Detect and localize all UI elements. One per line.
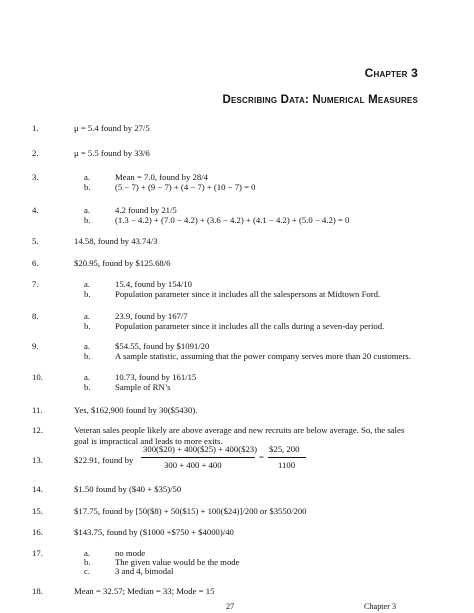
answer-number: 17.: [32, 548, 43, 558]
answer-number: 2.: [32, 148, 39, 158]
answer-number: 13.: [32, 455, 43, 465]
part-text: no mode: [115, 548, 146, 558]
answer-number: 4.: [32, 205, 39, 215]
part-text: (1.3 − 4.2) + (7.0 − 4.2) + (3.6 − 4.2) + (4.1 − 4.2) + (5.0 − 4.2) = 0: [115, 215, 350, 225]
answer-number: 11.: [32, 405, 43, 415]
answer-text: Veteran sales people likely are above average and new recruits are below average. So, the sales goal is impractical and leads to more exits.: [74, 425, 405, 446]
section-title: Describing Data: Numerical Measures: [222, 94, 418, 106]
part-label: b.: [84, 182, 91, 192]
answer-text: $17.75, found by [50($8) + 50($15) + 100($24)]/200 or $3550/200: [74, 506, 307, 516]
part-text: 10.73, found by 161/15: [115, 372, 197, 382]
answer-number: 8.: [32, 311, 39, 321]
answer-number: 7.: [32, 279, 39, 289]
part-label: a.: [84, 279, 91, 289]
result-fraction-bar: [268, 457, 306, 458]
answer-text: $20.95, found by $125.68/6: [74, 258, 171, 268]
result-denominator: 1100: [278, 460, 296, 470]
part-label: b.: [84, 557, 91, 567]
result-numerator: $25, 200: [269, 444, 300, 454]
answer-number: 12.: [32, 425, 43, 435]
chapter-title: Chapter 3: [364, 66, 418, 80]
answer-text: μ = 5.5 found by 33/6: [74, 148, 150, 158]
part-text: 4.2 found by 21/5: [115, 205, 177, 215]
part-label: a.: [84, 311, 91, 321]
answer-number: 6.: [32, 258, 39, 268]
part-text: Mean = 7.0, found by 28/4: [115, 172, 208, 182]
page-number: 27: [226, 602, 235, 611]
answer-number: 3.: [32, 172, 39, 182]
part-label: b.: [84, 382, 91, 392]
answer-number: 15.: [32, 506, 43, 516]
part-label: b.: [84, 351, 91, 361]
part-text: 15.4, found by 154/10: [115, 279, 192, 289]
equals-sign: =: [259, 452, 264, 462]
footer-chapter: Chapter 3: [364, 602, 397, 611]
part-text: 3 and 4, bimodal: [115, 566, 174, 576]
part-label: a.: [84, 548, 91, 558]
answer-text: $22.91, found by: [74, 455, 134, 465]
answer-number: 9.: [32, 341, 39, 351]
part-text: (5 − 7) + (9 − 7) + (4 − 7) + (10 − 7) = 0: [115, 182, 256, 192]
fraction-numerator: 300($20) + 400($25) + 400($23): [143, 444, 258, 454]
fraction-denominator: 300 + 400 + 400: [164, 460, 222, 470]
answer-number: 10.: [32, 372, 43, 382]
part-text: The given value would be the mode: [115, 557, 240, 567]
part-label: a.: [84, 205, 91, 215]
part-label: c.: [84, 566, 91, 576]
fraction-bar: [141, 457, 255, 458]
part-label: a.: [84, 341, 91, 351]
part-label: b.: [84, 321, 91, 331]
answer-number: 16.: [32, 527, 43, 537]
answer-text: μ = 5.4 found by 27/5: [74, 123, 150, 133]
part-text: Population parameter since it includes all the salespersons at Midtown Ford.: [115, 289, 381, 299]
part-text: A sample statistic, assuming that the power company serves more than 20 customers.: [115, 351, 411, 361]
part-label: a.: [84, 172, 91, 182]
answer-text: Yes, $162,900 found by 30($5430).: [74, 405, 198, 415]
answer-text: $1.50 found by ($40 + $35)/50: [74, 484, 182, 494]
answer-number: 14.: [32, 484, 43, 494]
part-text: 23.9, found by 167/7: [115, 311, 188, 321]
answer-text: Mean = 32.57; Median = 33; Mode = 15: [74, 586, 215, 596]
part-text: Population parameter since it includes all the calls during a seven-day period.: [115, 321, 385, 331]
part-text: $54.55, found by $1091/20: [115, 341, 210, 351]
part-label: b.: [84, 215, 91, 225]
part-text: Sample of RN’s: [115, 382, 171, 392]
answer-text: $143.75, found by ($1000 +$750 + $4000)/40: [74, 527, 234, 537]
part-label: a.: [84, 372, 91, 382]
answer-text: 14.58, found by 43.74/3: [74, 236, 158, 246]
answer-number: 18.: [32, 586, 43, 596]
answer-number: 1.: [32, 123, 39, 133]
part-label: b.: [84, 289, 91, 299]
answer-number: 5.: [32, 236, 39, 246]
